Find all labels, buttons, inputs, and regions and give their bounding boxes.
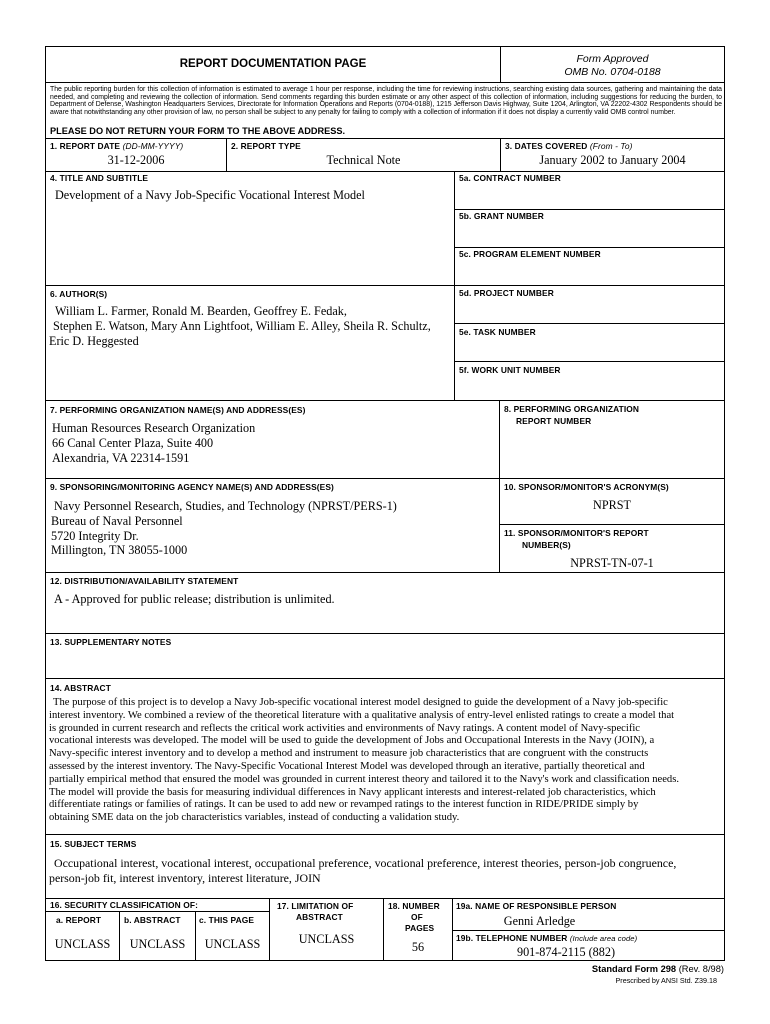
field-16c-label: c. THIS PAGE: [199, 915, 255, 925]
field-11-label-line2: NUMBER(S): [522, 540, 571, 550]
author-line: Eric D. Heggested: [49, 334, 139, 348]
field-2-label: 2. REPORT TYPE: [231, 141, 301, 151]
sponsor-report-number-value: NPRST-TN-07-1: [570, 556, 654, 570]
field-5a-label: 5a. CONTRACT NUMBER: [459, 173, 561, 183]
dates-covered-value: January 2002 to January 2004: [539, 153, 686, 167]
field-19a-label: 19a. NAME OF RESPONSIBLE PERSON: [456, 901, 617, 911]
report-date-value: 31-12-2006: [107, 153, 165, 167]
sponsoring-agency-line: 5720 Integrity Dr.: [51, 529, 139, 543]
field-19b-hint: (Include area code): [569, 934, 638, 943]
author-line: Stephen E. Watson, Mary Ann Lightfoot, William E. Alley, Sheila R. Schultz,: [53, 319, 431, 333]
performing-org-line: Alexandria, VA 22314-1591: [52, 451, 190, 465]
field-3-label: 3. DATES COVERED (From - To): [505, 141, 633, 151]
form-approved: Form Approved: [576, 53, 649, 65]
abstract-line: interest inventory. We combined a review of the theoretical literature with a qualitative analysis of entry-level enlisted ratings to create a model that: [49, 709, 675, 721]
abstract-line: differentiate ratings or families of ratings. It can be used to add new or revamped ratings to the interest function in RIDE/PRIDE simply by: [49, 799, 639, 811]
distribution-value: A - Approved for public release; distribution is unlimited.: [54, 592, 335, 606]
title-value: Development of a Navy Job-Specific Vocational Interest Model: [55, 188, 365, 202]
sponsoring-agency-line: Millington, TN 38055-1000: [51, 543, 188, 557]
field-16b-value: UNCLASS: [129, 937, 186, 951]
number-of-pages-value: 56: [411, 940, 425, 954]
field-14-label: 14. ABSTRACT: [50, 683, 111, 693]
abstract-line: The model will provide the basis for measuring individual differences in Navy applicant interests and interest-related job characteristics, which: [49, 786, 656, 798]
field-7-label: 7. PERFORMING ORGANIZATION NAME(S) AND ADDRESS(ES): [50, 405, 306, 415]
abstract-line: Navy-specific interest inventory and to develop a method and instrument to measure job characteristics that are congruent with the constructs: [49, 748, 649, 760]
field-18-label-line2: OF: [411, 912, 423, 922]
prescribed-by: Prescribed by ANSI Std. Z39.18: [615, 976, 717, 985]
field-10-label: 10. SPONSOR/MONITOR'S ACRONYM(S): [504, 482, 669, 492]
field-5b-label: 5b. GRANT NUMBER: [459, 211, 544, 221]
sponsor-acronym-value: NPRST: [593, 498, 631, 512]
sponsoring-agency-line: Bureau of Naval Personnel: [51, 514, 183, 528]
abstract-text: [49, 697, 725, 825]
field-11-label-line1: 11. SPONSOR/MONITOR'S REPORT: [504, 528, 649, 538]
field-18-label-line1: 18. NUMBER: [388, 901, 440, 911]
field-17-label-line1: 17. LIMITATION OF: [277, 901, 354, 911]
form-revision: (Rev. 8/98): [678, 964, 724, 974]
abstract-line: assessed by the interest inventory. The Navy-Specific Vocational Interest Model was developed through an iterative, partially theoretical and: [49, 760, 645, 772]
field-12-label: 12. DISTRIBUTION/AVAILABILITY STATEMENT: [50, 576, 239, 586]
abstract-line: The purpose of this project is to develop a Navy Job-specific vocational interest model designed to guide the development of a Navy job-specific: [53, 697, 668, 708]
field-16a-value: UNCLASS: [54, 937, 111, 951]
omb-number: OMB No. 0704-0188: [564, 66, 661, 78]
page-title: REPORT DOCUMENTATION PAGE: [179, 58, 367, 70]
abstract-line: vocational interests was developed. The model will be used to guide the development of Jobs and Occupational Interests in the Navy (JOIN), a: [49, 735, 655, 747]
field-16b-label: b. ABSTRACT: [124, 915, 181, 925]
field-5e-label: 5e. TASK NUMBER: [459, 327, 536, 337]
field-13-label: 13. SUPPLEMENTARY NOTES: [50, 637, 172, 647]
standard-form-label: [480, 964, 724, 974]
responsible-person-value: Genni Arledge: [503, 914, 576, 928]
performing-org-line: 66 Canal Center Plaza, Suite 400: [52, 436, 214, 450]
sponsoring-agency-line: Navy Personnel Research, Studies, and Technology (NPRST/PERS-1): [54, 499, 397, 513]
limitation-value: UNCLASS: [298, 932, 355, 946]
field-6-label: 6. AUTHOR(S): [50, 289, 108, 299]
abstract-line: partially empirical method that ensured the model was grounded in current interest theory and tailored it to the Navy's work and classification needs.: [49, 773, 679, 785]
field-8-label-line1: 8. PERFORMING ORGANIZATION: [504, 404, 640, 414]
field-16-label: 16. SECURITY CLASSIFICATION OF:: [50, 900, 198, 910]
field-18-label-line3: PAGES: [405, 923, 435, 933]
field-5c-label: 5c. PROGRAM ELEMENT NUMBER: [459, 249, 601, 259]
field-15-label: 15. SUBJECT TERMS: [50, 839, 137, 849]
author-line: William L. Farmer, Ronald M. Bearden, Geoffrey E. Fedak,: [55, 304, 347, 318]
telephone-value: 901-874-2115 (882): [516, 945, 616, 959]
field-5d-label: 5d. PROJECT NUMBER: [459, 288, 554, 298]
report-type-value: Technical Note: [326, 153, 401, 167]
do-not-return-notice: PLEASE DO NOT RETURN YOUR FORM TO THE ABOVE ADDRESS.: [50, 126, 346, 136]
field-19b-label: 19b. TELEPHONE NUMBER (Include area code): [456, 933, 638, 943]
subject-terms-line: Occupational interest, vocational interest, occupational preference, vocational preference, interest theories, person-job congruence,: [54, 856, 677, 870]
field-5f-label: 5f. WORK UNIT NUMBER: [459, 365, 561, 375]
field-1-hint: (DD-MM-YYYY): [122, 141, 184, 151]
field-8-label-line2: REPORT NUMBER: [516, 416, 592, 426]
field-16a-label: a. REPORT: [56, 915, 102, 925]
form-name: Standard Form 298: [591, 964, 677, 974]
field-9-label: 9. SPONSORING/MONITORING AGENCY NAME(S) AND ADDRESS(ES): [50, 482, 334, 492]
abstract-line: obtaining SME data on the job characteristics variables, instead of conducting a validation study.: [49, 812, 460, 824]
field-4-label: 4. TITLE AND SUBTITLE: [50, 173, 149, 183]
abstract-line: is grounded in current research and reflects the critical work activities and environments of Navy ratings. A content model of Navy-specific: [49, 722, 640, 734]
performing-org-line: Human Resources Research Organization: [52, 421, 256, 435]
burden-statement: The public reporting burden for this collection of information is estimated to average 1 hour per response, including the time for reviewing instructions, searching existing data sources, gathering and maintaining the data needed, and completing and reviewing the collection of information. Send comments regarding this burden estimate or any other aspect of this collection of information, including suggestions for reducing the burden, to Department of Defense, Washington Headquarters Services, Directorate for Information Operations and Reports (0704-0188), 1215 Jefferson Davis Highway, Suite 1204, Arlington, VA 22202-4302 Respondents should be aware that notwithstanding any other provision of law, no person shall be subject to any penalty for failing to comply with a collection of information if it does not display a currently valid OMB control number.: [50, 86, 722, 117]
field-17-label-line2: ABSTRACT: [296, 912, 343, 922]
field-1-label: 1. REPORT DATE (DD-MM-YYYY): [50, 141, 184, 151]
subject-terms-line: person-job fit, interest inventory, interest literature, JOIN: [49, 871, 321, 885]
field-16c-value: UNCLASS: [204, 937, 261, 951]
field-3-hint: (From - To): [589, 141, 633, 151]
